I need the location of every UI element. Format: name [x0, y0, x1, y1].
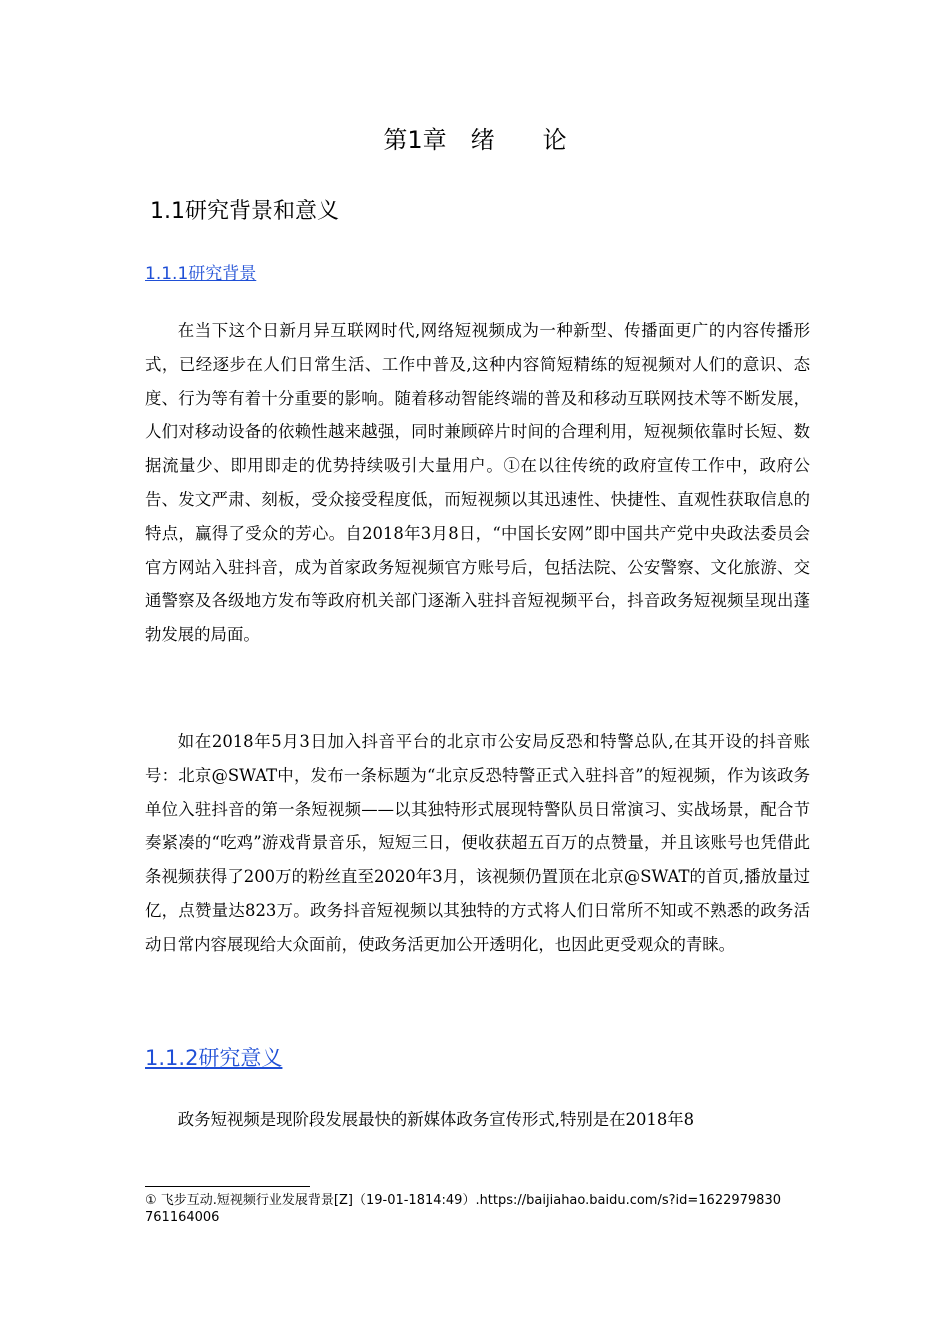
footnote: ① 飞步互动.短视频行业发展背景[Z]（19-01-1814:49）.https://baijiahao.baidu.com/s?id=1622979830761164006: [145, 1193, 781, 1225]
body-paragraph: 政务短视频是现阶段发展最快的新媒体政务宣传形式,特别是在2018年8: [177, 1110, 695, 1129]
body-paragraph: 在当下这个日新月异互联网时代,网络短视频成为一种新型、传播面更广的内容传播形式，已经逐步在人们日常生活、工作中普及,这种内容简短精练的短视频对人们的意识、态度、行为等有着十分重要的影响。随着移动智能终端的普及和移动互联网技术等不断发展，人们对移动设备的依赖性越来越强，同时兼顾碎片时间的合理利用，短视频依靠时长短、数据流量少、即用即走的优势持续吸引大量用户。①在以往传统的政府宣传工作中，政府公告、发文严肃、刻板，受众接受程度低，而短视频以其迅速性、快捷性、直观性获取信息的特点，赢得了受众的芳心。自2018年3月8日，“中国长安网”即中国共产党中央政法委员会官方网站入驻抖音，成为首家政务短视频官方账号后，包括法院、公安警察、文化旅游、交通警察及各级地方发布等政府机关部门逐渐入驻抖音短视频平台，抖音政务短视频呈现出蓬勃发展的局面。: [145, 321, 810, 645]
body-paragraph: 如在2018年5月3日加入抖音平台的北京市公安局反恐和特警总队,在其开设的抖音账号：北京@SWAT中，发布一条标题为“北京反恐特警正式入驻抖音”的短视频，作为该政务单位入驻抖音的第一条短视频——以其独特形式展现特警队员日常演习、实战场景，配合节奏紧凑的“吃鸡”游戏背景音乐，短短三日，便收获超五百万的点赞量，并且该账号也凭借此条视频获得了200万的粉丝直至2020年3月，该视频仍置顶在北京@SWAT的首页,播放量过亿，点赞量达823万。政务抖音短视频以其独特的方式将人们日常所不知或不熟悉的政务活动日常内容展现给大众面前，使政务活更加公开透明化，也因此更受观众的青睐。: [145, 732, 810, 954]
subsection-heading-background[interactable]: 1.1.1研究背景: [145, 264, 257, 284]
footnote-divider: [145, 1186, 310, 1187]
section-title: 1.1研究背景和意义: [150, 199, 339, 224]
chapter-title: 第1章 绪 论: [383, 126, 567, 154]
subsection-heading-significance[interactable]: 1.1.2研究意义: [145, 1046, 283, 1070]
